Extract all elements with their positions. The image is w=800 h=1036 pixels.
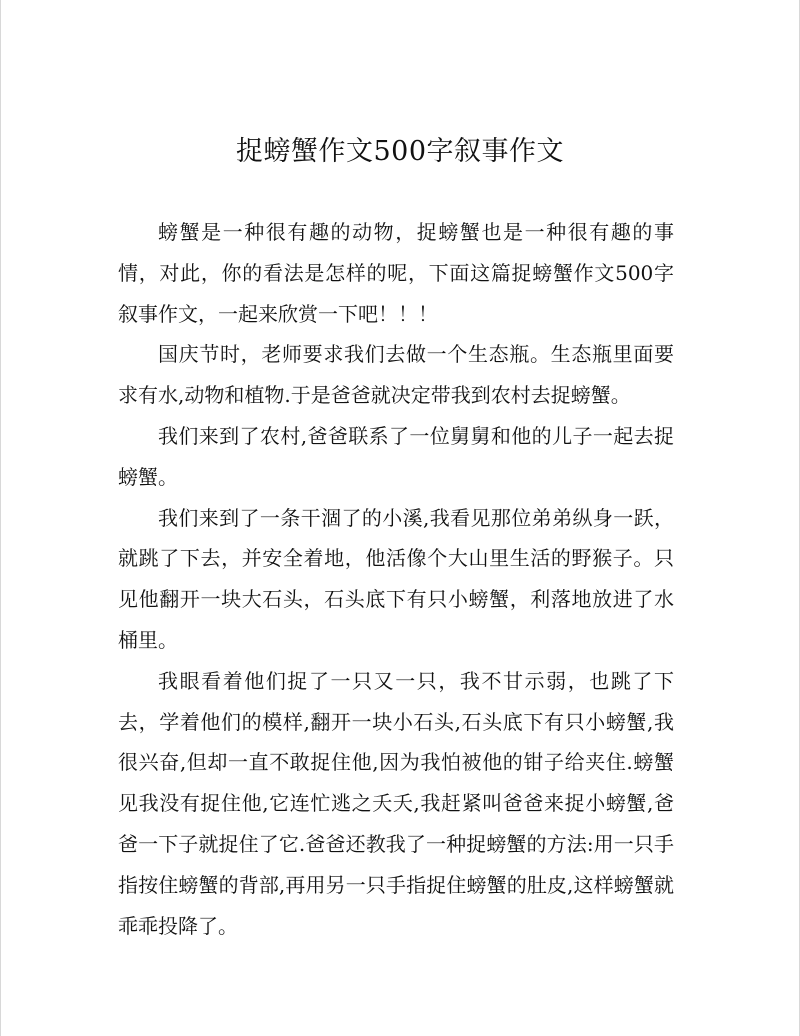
paragraph-national-day: 国庆节时，老师要求我们去做一个生态瓶。生态瓶里面要求有水,动物和植物.于是爸爸就决定带我到农村去捉螃蟹。 bbox=[118, 342, 674, 408]
paragraph-catching: 我眼看着他们捉了一只又一只，我不甘示弱，也跳了下去，学着他们的模样,翻开一块小石头,石头底下有只小螃蟹,我很兴奋,但却一直不敢捉住他,因为我怕被他的钳子给夹住.螃蟹见我没有捉住他,它连忙逃之夭夭,我赶紧叫爸爸来捉小螃蟹,爸爸一下子就捉住了它.爸爸还教我了一种捉螃蟹的方法:用一只手指按住螃蟹的背部,再用另一只手指捉住螃蟹的肚皮,这样螃蟹就乖乖投降了。 bbox=[118, 668, 674, 938]
document-body bbox=[118, 212, 674, 946]
paragraph-intro: 螃蟹是一种很有趣的动物，捉螃蟹也是一种很有趣的事情，对此，你的看法是怎样的呢，下面这篇捉螃蟹作文500字叙事作文，一起来欣赏一下吧！！！ bbox=[118, 220, 674, 326]
document-title: 捉螃蟹作文500字叙事作文 bbox=[235, 136, 565, 167]
paragraph-creek: 我们来到了一条干涸了的小溪,我看见那位弟弟纵身一跃，就跳了下去，并安全着地，他活像个大山里生活的野猴子。只见他翻开一块大石头，石头底下有只小螃蟹，利落地放进了水桶里。 bbox=[118, 505, 674, 652]
paragraph-countryside: 我们来到了农村,爸爸联系了一位舅舅和他的儿子一起去捉螃蟹。 bbox=[118, 423, 674, 489]
